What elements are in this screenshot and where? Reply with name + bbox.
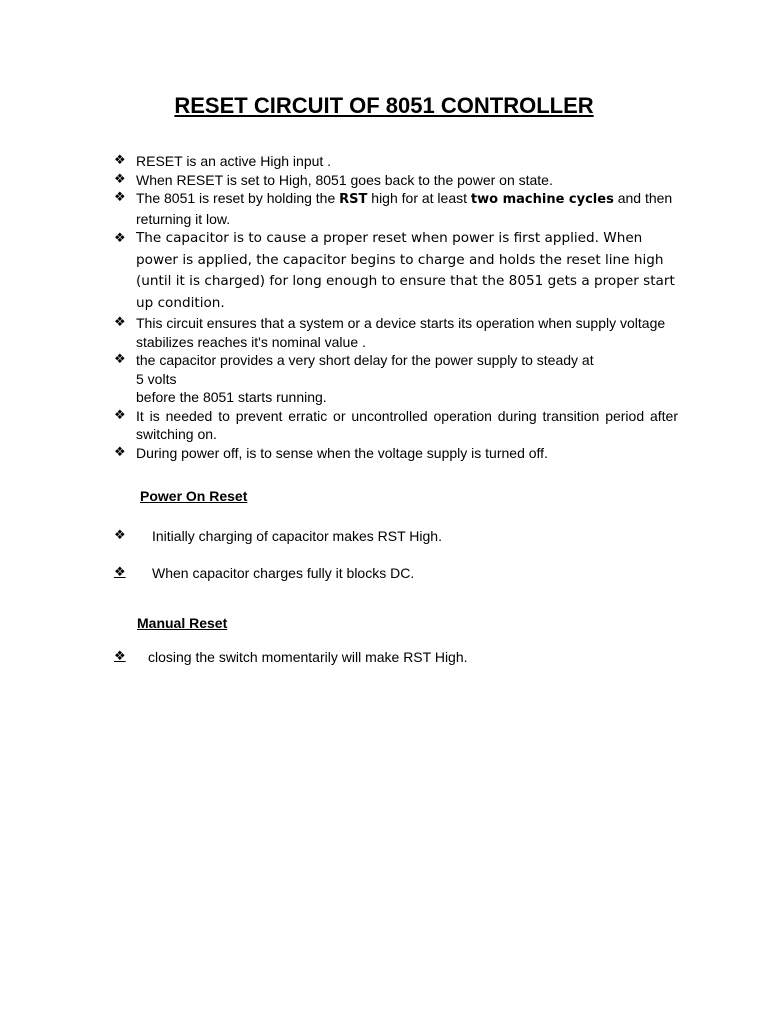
bullet-text: It is needed to prevent erratic or uncontrolled operation during transition period after switching on. [136, 407, 678, 442]
bullet-text: The 8051 is reset by holding the [136, 190, 340, 206]
list-item [112, 152, 678, 171]
bullet-text: before the 8051 starts running. [136, 389, 327, 405]
bullet-text: high for at least [367, 190, 471, 206]
diamond-bullet-icon: ❖ [114, 231, 126, 246]
list-item [112, 171, 678, 190]
bold-term: two machine cycles [470, 192, 614, 207]
bullet-text: The capacitor is to cause a proper reset when power is first applied. When power is applied, the capacitor begins to charge and holds the reset line high (until it is charged) for long enough to ensure that the 8051 gets a proper start up condition. [136, 230, 675, 311]
manual-reset-heading: Manual Reset [137, 615, 228, 631]
diamond-bullet-icon: ❖ [114, 444, 126, 460]
list-item-continuation [112, 388, 678, 407]
power-on-reset-item: Initially charging of capacitor makes RST High. [152, 528, 442, 544]
diamond-bullet-icon: ❖ [114, 649, 126, 664]
list-item [112, 444, 678, 463]
list-item [112, 407, 678, 444]
bullet-list [112, 152, 678, 462]
power-on-reset-item: When capacitor charges fully it blocks DC. [152, 565, 415, 581]
diamond-bullet-icon: ❖ [114, 352, 126, 367]
diamond-bullet-icon: ❖ [114, 407, 126, 423]
manual-reset-item: closing the switch momentarily will make RST High. [148, 649, 468, 665]
page-title: RESET CIRCUIT OF 8051 CONTROLLER [174, 93, 594, 118]
diamond-bullet-icon: ❖ [114, 153, 126, 168]
list-item [112, 314, 678, 351]
diamond-bullet-icon: ❖ [114, 190, 126, 205]
diamond-bullet-icon: ❖ [114, 565, 126, 580]
list-item [112, 228, 678, 314]
bold-term: RST [339, 192, 368, 207]
list-item [112, 189, 678, 228]
bullet-text: When RESET is set to High, 8051 goes back to the power on state. [136, 171, 553, 188]
list-item [112, 351, 678, 388]
power-on-reset-heading: Power On Reset [140, 488, 248, 504]
bullet-text: RESET is an active High input . [136, 153, 332, 169]
diamond-bullet-icon: ❖ [114, 528, 126, 543]
diamond-bullet-icon: ❖ [114, 315, 126, 330]
bullet-text: and then returning it low. [136, 190, 673, 227]
diamond-bullet-icon: ❖ [114, 171, 126, 187]
bullet-text: the capacitor provides a very short delay for the power supply to steady at 5 volts [136, 352, 594, 387]
bullet-text: During power off, is to sense when the voltage supply is turned off. [136, 444, 548, 461]
bullet-text: This circuit ensures that a system or a device starts its operation when supply voltage stabilizes reaches it's nominal value . [136, 315, 666, 350]
